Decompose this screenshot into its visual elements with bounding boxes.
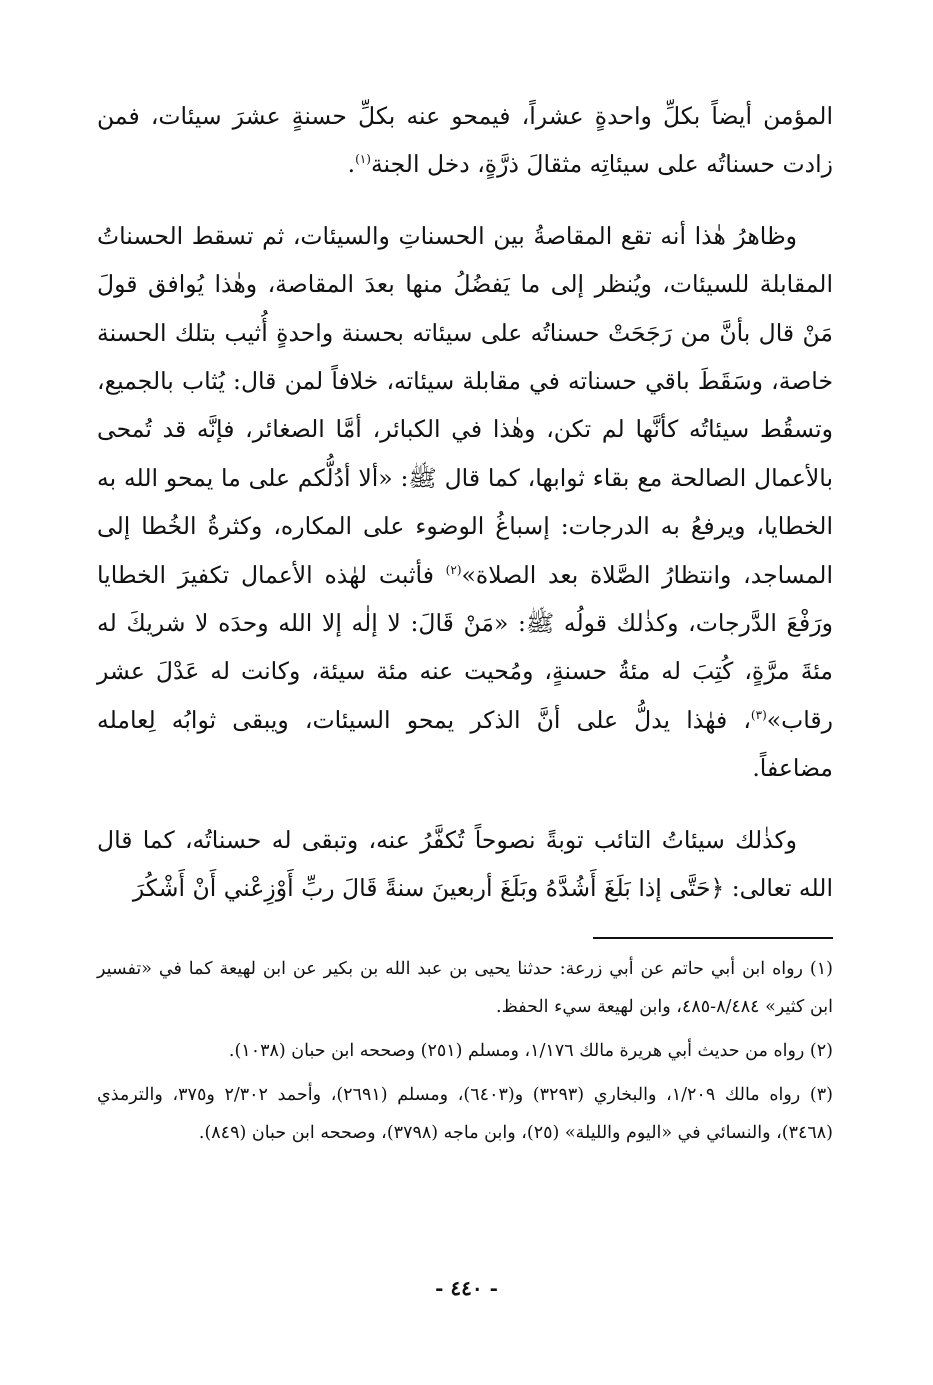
paragraph-1: المؤمن أيضاً بكلِّ واحدةٍ عشراً، فيمحو عنه بكلِّ حسنةٍ عشرَ سيئات، فمن زادت حسناتُه على سيئاتِه مثقالَ ذرَّةٍ، دخل الجنة$^{(١)}$. xyxy=(97,102,833,179)
main-text xyxy=(97,92,833,913)
footnote-ref-1[interactable]: (١) xyxy=(355,152,371,167)
footnote-2: (٢) رواه من حديث أبي هريرة مالك ١/١٧٦، ومسلم (٢٥١) وصححه ابن حبان (١٠٣٨). xyxy=(228,1041,833,1061)
paragraph-3: وكذٰلك سيئاتُ التائب توبةً نصوحاً تُكفَّرُ عنه، وتبقى له حسناتُه، كما قال الله تعالى: ﴿حَتَّى إذا بَلَغَ أَشُدَّهُ وبَلَغَ أربعينَ سنةً قَالَ ربِّ أَوْزِعْني أَنْ أَشْكُرَ xyxy=(97,825,833,903)
footnotes xyxy=(97,950,833,1158)
footnote-ref-3[interactable]: (٣) xyxy=(750,708,767,723)
paragraph-2: وظاهرُ هٰذا أنه تقع المقاصةُ بين الحسناتِ والسيئات، ثم تسقط الحسناتُ المقابلة للسيئات، ويُنظر إلى ما يَفضُلُ منها بعدَ المقاصة، وهٰذا يُوافق قولَ مَنْ قال بأنَّ من رَجَحَتْ حسناتُه على سيئاته بحسنة واحدةٍ أُثيب بتلك الحسنة خاصة، وسَقَطَ باقي حسناته في مقابلة سيئاته، خلافاً لمن قال: يُثاب بالجميع، وتسقُط سيئاتُه كأنَّها لم تكن، وهٰذا في الكبائر، أمَّا الصغائر، فإنَّه قد تُمحى بالأعمال الصالحة مع بقاء ثوابها، كما قال ﷺ: «ألا أدُلُّكم على ما يمحو الله به الخطايا، ويرفعُ به الدرجات: إسباغُ الوضوء على المكاره، وكثرةُ الخُطا إلى المساجد، وانتظارُ الصَّلاة بعد الصلاة»$^{(٢)}$ فأثبت لهٰذه الأعمال تكفيرَ الخطايا ورَفْعَ الدَّرجات، وكذٰلك قولُه ﷺ: «مَنْ قَالَ: لا إلٰه إلا الله وحدَه لا شريكَ له مئةَ مرَّةٍ، كُتِبَ له مئةُ حسنةٍ، ومُحيت عنه مئة سيئة، وكانت له عَدْلَ عشر رقاب»$^{(٣)}$، فهٰذا يدلُّ على أنَّ الذكر يمحو السيئات، ويبقى ثوابُه لِعامله مضاعفاً. xyxy=(97,221,833,783)
footnote-separator xyxy=(593,937,833,939)
footnote-3: (٣) رواه مالك ١/٢٠٩، والبخاري (٣٢٩٣) و(٦٤٠٣)، ومسلم (٢٦٩١)، وأحمد ٢/٣٠٢ و٣٧٥، والترمذي (٣٤٦٨)، والنسائي في «اليوم والليلة» (٢٥)، وابن ماجه (٣٧٩٨)، وصححه ابن حبان (٨٤٩). xyxy=(97,1085,833,1143)
footnote-ref-2[interactable]: (٢) xyxy=(445,562,462,577)
footnote-1: (١) رواه ابن أبي حاتم عن أبي زرعة: حدثنا يحيى بن عبد الله بن بكير عن ابن لهيعة كما في «تفسير ابن كثير» ٨/٤٨٤-٤٨٥، وابن لهيعة سيء الحفظ. xyxy=(97,959,833,1017)
page-number: - ٤٤٠ - xyxy=(435,1276,498,1300)
